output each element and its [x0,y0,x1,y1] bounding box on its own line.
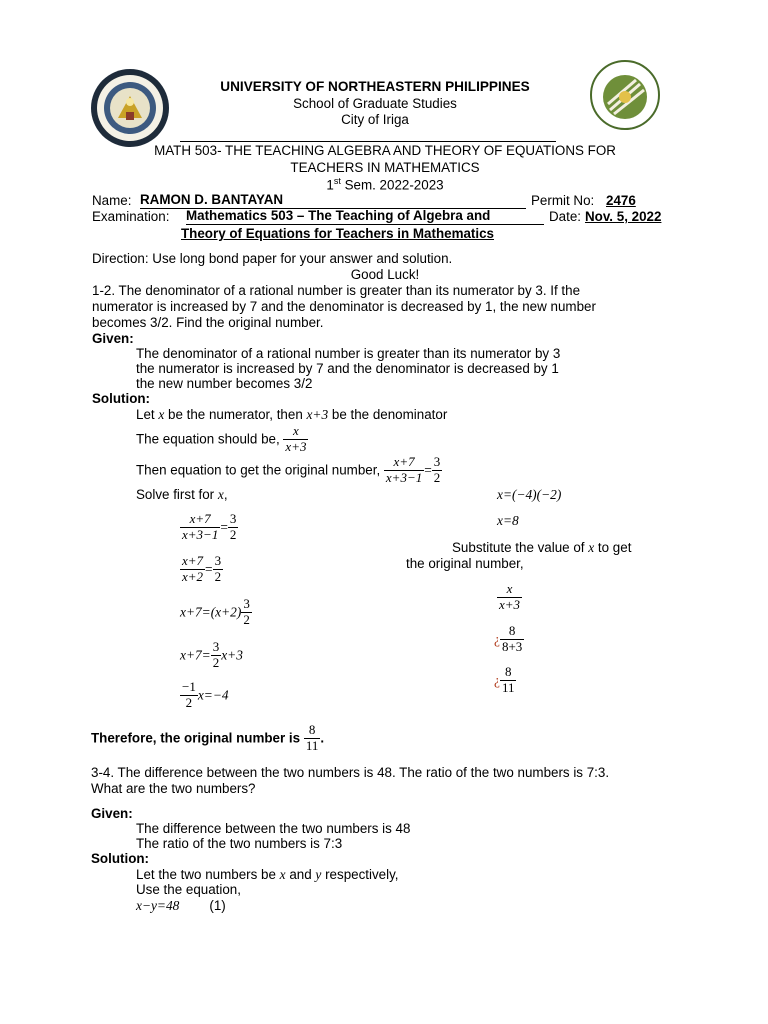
fraction-numerator: 3 [214,553,222,568]
then-equation-text: Then equation to get the original number, [136,462,384,478]
right-step1: x=(−4)(−2) [497,487,562,502]
right-frac3 [494,665,516,696]
step1 [180,512,238,543]
semester-rest: Sem. 2022-2023 [340,177,444,193]
fraction-3-over-2 [432,455,443,486]
problem2-line1: 3-4. The difference between the two numbers is 48. The ratio of the two numbers is 7:3. [91,765,610,780]
therefore-period: . [320,730,325,746]
let-expression: x+3 [306,407,329,422]
therefore-text: Therefore, the original number is [91,730,304,746]
fraction-numerator: x+7 [189,511,211,526]
name-value: RAMON D. BANTAYAN [140,193,526,209]
exam-label: Examination: [92,209,170,224]
let-variable-x: x [158,407,165,422]
problem2-given1: The difference between the two numbers is 48 [136,821,411,836]
inverted-question-mark: ¿ [494,672,500,688]
fraction-3-over-2 [228,512,239,543]
fraction-numerator: 8 [308,722,316,737]
fraction-denominator: 2 [229,526,237,542]
fraction-3-over-2 [211,640,222,671]
equals-sign: = [205,561,213,577]
header-divider [180,141,556,142]
direction-text: Direction: Use long bond paper for your answer and solution. [92,251,453,266]
let-text-b: and [285,867,316,882]
semester [90,176,680,194]
let-text-a: Let [136,407,159,422]
solve-variable: x [217,487,224,502]
school-name: School of Graduate Studies [293,96,457,111]
fraction-x7-over-x2 [180,554,205,585]
substitute-text-a: Substitute the value of [452,540,589,555]
step2 [180,554,223,585]
problem1-given3: the new number becomes 3/2 [136,376,313,391]
fraction-denominator: x+3−1 [182,526,219,542]
graduate-studies-graphic [590,60,660,130]
fraction-denominator: 2 [433,469,441,485]
exam-value-line1: Mathematics 503 – The Teaching of Algebra and [186,209,544,225]
fraction-numerator: 3 [243,596,250,611]
equals-sign: = [424,462,432,478]
problem2-given2: The ratio of the two numbers is 7:3 [136,836,343,851]
exam-value-line2: Theory of Equations for Teachers in Mathematics [181,226,495,241]
fraction-numerator: 3 [229,511,237,526]
fraction-x-over-x3 [283,424,308,455]
step4-left: x+7= [180,647,211,663]
let-text-c: respectively, [321,867,399,882]
step3-left: x+7= [180,604,211,620]
substitute-line1 [452,540,631,556]
problem1-line2: numerator is increased by 7 and the denominator is decreased by 1, the new number [92,299,596,314]
fraction-numerator: x+7 [182,553,204,568]
fraction-numerator: −1 [182,679,196,694]
fraction-denominator: 11 [501,679,515,695]
step5 [180,680,229,711]
step5-right: x=−4 [197,687,229,703]
problem2-let-line [136,867,399,883]
let-variable-x: x [279,867,286,882]
fraction-x7-over-x31 [180,512,220,543]
name-label: Name: [92,193,132,208]
right-step2: x=8 [497,513,519,528]
fraction-denominator: 2 [180,695,198,711]
equals-sign: = [220,519,228,535]
problem1-let-line [136,407,447,423]
semester-superscript: st [333,176,341,186]
fraction-denominator: 2 [212,654,220,670]
right-frac1 [497,582,522,613]
fraction-denominator: 2 [243,611,250,627]
problem2-use-equation: Use the equation, [136,882,241,897]
let-text-d: be the denominator [328,407,448,422]
fraction-8-over-11 [304,723,321,754]
university-name: UNIVERSITY OF NORTHEASTERN PHILIPPINES [220,79,530,94]
fraction-3-over-2 [241,597,252,628]
problem2-line2: What are the two numbers? [91,781,256,796]
fraction-numerator: x+7 [393,454,415,469]
right-frac2 [494,624,524,655]
fraction-denominator: 11 [305,737,319,753]
city-name: City of Iriga [341,112,409,127]
fraction-denominator: 8+3 [501,638,523,654]
fraction-denominator: x+3−1 [385,469,423,485]
seal-graphic [90,68,170,148]
problem1-line1: 1-2. The denominator of a rational number is greater than its numerator by 3. If the [92,283,581,298]
university-seal-logo [90,68,170,148]
then-equation-line [136,455,442,486]
let-variable-y: y [315,867,322,882]
substitute-text-b: to get [594,540,632,555]
equation-1: x−y=48 [136,898,180,913]
equation-should-line [136,424,308,455]
step4 [180,640,243,671]
fraction-numerator: x [506,581,513,596]
problem1-given2: the numerator is increased by 7 and the denominator is decreased by 1 [136,361,559,376]
fraction-denominator: x+3 [285,438,307,454]
fraction-neg1-over-2 [180,680,198,711]
good-luck: Good Luck! [350,267,420,282]
course-title-line1: MATH 503- THE TEACHING ALGEBRA AND THEORY OF EQUATIONS FOR [154,143,616,158]
let-text-a: Let the two numbers be [136,867,280,882]
graduate-studies-logo [590,60,660,130]
substitute-line2: the original number, [406,556,524,571]
equation-should-text: The equation should be, [136,431,284,447]
problem2-solution-label: Solution: [91,851,150,866]
fraction-numerator: 8 [508,623,516,638]
fraction-denominator: x+3 [499,596,521,612]
permit-value: 2476 [606,193,636,208]
semester-number: 1 [326,177,334,193]
equation-1-number: (1) [209,898,226,913]
fraction-denominator: 2 [214,568,222,584]
solve-comma: , [223,487,228,502]
step3 [180,597,252,628]
fraction-x-over-x3 [497,582,522,613]
fraction-denominator: x+2 [182,568,204,584]
problem2-given-label: Given: [91,806,133,821]
fraction-numerator: 3 [212,639,220,654]
step4-right: x+3 [221,647,243,663]
fraction-numerator: 8 [504,664,512,679]
fraction-numerator: x [293,423,299,438]
step3-factor: (x+2) [210,604,242,620]
solve-first-line [136,487,228,503]
problem1-line3: becomes 3/2. Find the original number. [92,315,324,330]
fraction-3-over-2 [213,554,224,585]
substitute-variable: x [588,540,595,555]
fraction-8-over-8plus3 [500,624,524,655]
date-label: Date: [549,209,582,224]
permit-label: Permit No: [531,193,595,208]
problem1-solution-label: Solution: [92,391,151,406]
fraction-8-over-11 [500,665,517,696]
problem1-given-label: Given: [92,331,134,346]
inverted-question-mark: ¿ [494,631,500,647]
course-title-line2: TEACHERS IN MATHEMATICS [290,160,480,175]
problem2-equation1 [136,898,226,914]
date-value: Nov. 5, 2022 [585,209,662,224]
fraction-numerator: 3 [433,454,441,469]
let-text-b: be the numerator, then [164,407,307,422]
problem1-given1: The denominator of a rational number is greater than its numerator by 3 [136,346,561,361]
solve-first-text: Solve first for [136,487,218,502]
therefore-line [91,723,324,754]
fraction-x7-over-x31 [384,455,424,486]
